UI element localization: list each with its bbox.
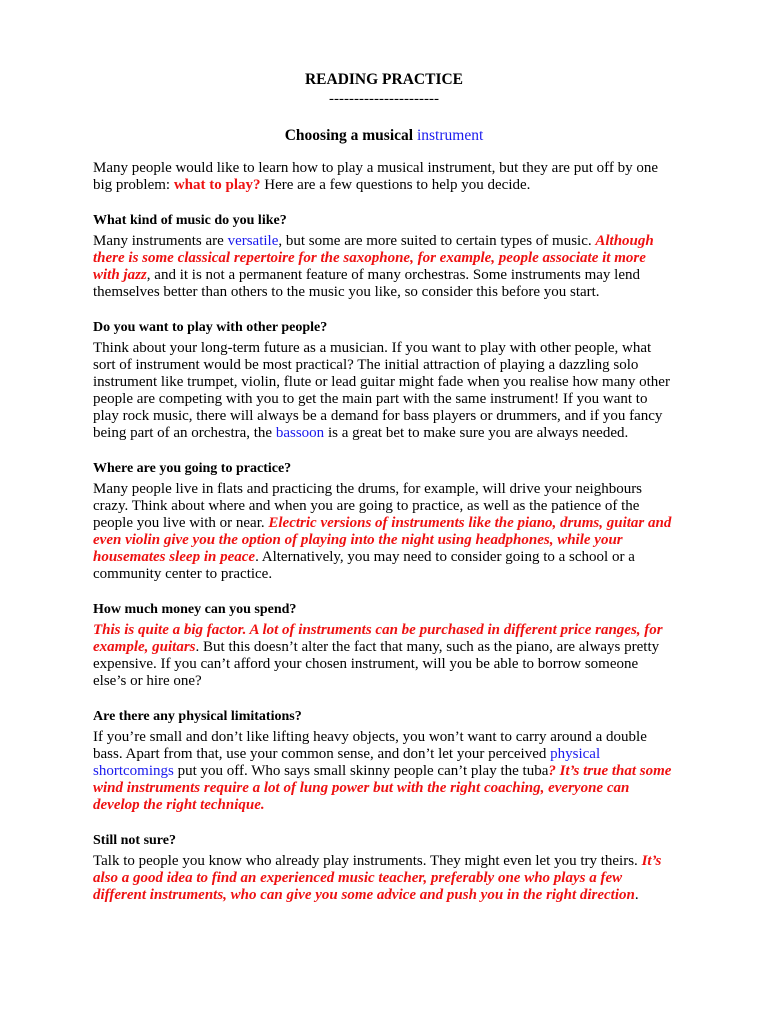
highlighted-word: instrument <box>416 127 484 144</box>
section-paragraph <box>93 481 675 583</box>
title-divider: ---------------------- <box>329 91 439 107</box>
text-run: . Alternatively, you may need to consider going to a school or a community center to practice. <box>93 549 635 582</box>
text-run: . <box>634 887 639 903</box>
text-run: put you off. Who says small skinny people can’t play the tuba <box>173 763 549 779</box>
highlighted-sentence: Although there is some classical repertoire for the saxophone, for example, people associate it more with jazz <box>93 233 654 283</box>
section-paragraph <box>93 729 675 814</box>
section-paragraph <box>93 853 675 904</box>
section-heading: What kind of music do you like? <box>93 213 287 228</box>
text-run: If you’re small and don’t like lifting heavy objects, you won’t want to carry around a double bass. Apart from that, use your common sense, and don’t let your perceived <box>93 729 647 762</box>
section-paragraph <box>93 233 675 301</box>
text-run: Many people live in flats and practicing the drums, for example, will drive your neighbours crazy. Think about where and when you are going to practice, as well as the patience of the people you live with or near. <box>93 481 643 531</box>
highlighted-phrase: what to play? <box>173 177 261 193</box>
highlighted-word: physical shortcomings <box>93 746 601 779</box>
highlighted-sentence: ? It’s true that some wind instruments require a lot of lung power but with the right coaching, everyone can develop the right technique. <box>93 763 672 813</box>
text-run: Talk to people you know who already play instruments. They might even let you try theirs. <box>93 853 642 869</box>
text-run: , but some are more suited to certain types of music. <box>278 233 596 249</box>
section-heading: How much money can you spend? <box>93 602 297 617</box>
text-run: Here are a few questions to help you decide. <box>260 177 531 193</box>
section-paragraph <box>93 622 675 690</box>
text-run: Many people would like to learn how to play a musical instrument, but they are put off by one big problem: <box>93 160 659 193</box>
text-run: is a great bet to make sure you are always needed. <box>324 425 629 441</box>
text-run: , and it is not a permanent feature of many orchestras. Some instruments may lend themselves better than others to the music you like, so consider this before you start. <box>93 267 640 300</box>
highlighted-sentence: It’s also a good idea to find an experienced music teacher, preferably one who plays a few different instruments, who can give you some advice and push you in the right direction <box>93 853 662 903</box>
text-run: Think about your long-term future as a musician. If you want to play with other people, what sort of instrument would be most practical? The initial attraction of playing a dazzling solo instrument like trumpet, violin, flute or lead guitar might fade when you realise how many other people are competing with you to get the main part with the same instrument! If you want to play rock music, there will always be a demand for bass players or drummers, and if you fancy being part of an orchestra, the <box>93 340 670 441</box>
section-paragraph <box>93 340 675 442</box>
intro-paragraph <box>93 160 675 194</box>
section-heading: Do you want to play with other people? <box>93 320 328 335</box>
text-run: . But this doesn’t alter the fact that many, such as the piano, are always pretty expensive. If you can’t afford your chosen instrument, will you be able to borrow someone else’s or hire one? <box>93 639 660 689</box>
article-title-text: Choosing a musical <box>284 127 417 144</box>
article-title <box>93 126 675 146</box>
highlighted-sentence: This is quite a big factor. A lot of instruments can be purchased in different price ranges, for example, guitars <box>93 622 663 655</box>
section-heading: Are there any physical limitations? <box>93 709 302 724</box>
document-title: READING PRACTICE <box>304 71 464 88</box>
text-run: Many instruments are <box>93 233 228 249</box>
highlighted-word: bassoon <box>275 425 325 441</box>
section-heading: Still not sure? <box>93 833 176 848</box>
section-heading: Where are you going to practice? <box>93 461 292 476</box>
highlighted-word: versatile <box>227 233 279 249</box>
highlighted-sentence: Electric versions of instruments like the piano, drums, guitar and even violin give you the option of playing into the night using headphones, while your housemates sleep in peace <box>93 515 672 565</box>
